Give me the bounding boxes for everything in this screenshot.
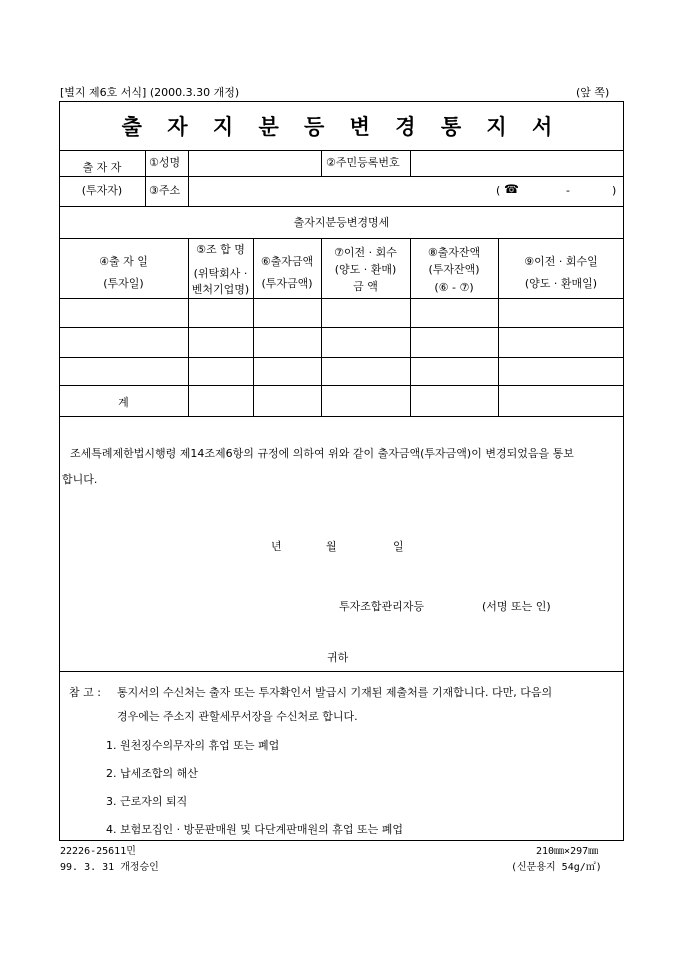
notes-item: 4. 보험모집인 · 방문판매원 및 다단계판매원의 휴업 또는 폐업: [106, 823, 403, 836]
investor-label: 출 자 자: [82, 161, 122, 174]
footer-paper-type: (신문용지 54g/㎡): [511, 862, 602, 873]
date-day-label: 일: [393, 540, 404, 553]
column-header-transfer-date: ⑨이전 · 회수일: [524, 255, 598, 268]
resident-number-label: ②주민등록번호: [326, 156, 400, 169]
column-header-balance: ⑧출자잔액: [427, 246, 481, 259]
column-header-investment-date: ④출 자 일: [99, 255, 148, 268]
form-frame: [59, 101, 624, 841]
notes-heading: 참 고 :: [69, 686, 101, 699]
table-row[interactable]: [60, 358, 623, 384]
address-label: ③주소: [149, 184, 181, 197]
phone-close-paren: ): [612, 184, 617, 197]
column-header-association-name-sub1: (위탁회사 ·: [193, 267, 248, 280]
form-title: 출 자 지 분 등 변 경 통 지 서: [121, 114, 562, 139]
column-header-transfer-amount-sub1: (양도 · 환매): [334, 263, 397, 276]
notice-text-line1: 조세특례제한법시행령 제14조제6항의 규정에 의하여 위와 같이 출자금액(투자금액)이 변경되었음을 통보: [70, 447, 574, 460]
table-row[interactable]: [60, 299, 623, 326]
signature-label: (서명 또는 인): [482, 600, 551, 613]
column-header-investment-date-sub: (투자일): [103, 277, 144, 290]
table-row[interactable]: [60, 328, 623, 356]
notes-item: 2. 납세조합의 해산: [106, 767, 198, 780]
telephone-icon: ☎: [504, 182, 519, 196]
phone-open-paren: (: [496, 184, 501, 197]
rule: [59, 671, 624, 672]
column-header-transfer-date-sub: (양도 · 환매일): [524, 277, 598, 290]
notes-text-line1: 통지서의 수신처는 출자 또는 투자확인서 발급시 기재된 제출처를 기재합니다. 다만, 다음의: [117, 686, 553, 699]
column-header-transfer-amount: ⑦이전 · 회수: [334, 246, 397, 259]
investor-label-sub: (투자자): [81, 184, 123, 197]
form-number-label: [별지 제6호 서식] (2000.3.30 개정): [60, 86, 240, 99]
address-field[interactable]: [189, 177, 489, 205]
column-header-association-name-sub2: 벤처기업명): [191, 283, 250, 296]
notes-item: 3. 근로자의 퇴직: [106, 795, 188, 808]
column-header-balance-sub2: (⑥ - ⑦): [434, 281, 474, 294]
column-header-association-name: ⑤조 합 명: [196, 243, 245, 256]
date-year-label: 년: [271, 540, 282, 553]
total-row-label: 계: [118, 396, 129, 409]
footer-form-code: 22226-25611민: [60, 846, 136, 857]
rule: [59, 416, 624, 417]
name-field[interactable]: [189, 151, 320, 175]
notes-text-line2: 경우에는 주소지 관할세무서장을 수신처로 합니다.: [117, 710, 358, 723]
page-side-label: (앞 쪽): [576, 86, 610, 99]
rule: [145, 150, 146, 206]
rule: [59, 385, 624, 386]
resident-number-field[interactable]: [411, 151, 623, 175]
column-header-balance-sub1: (투자잔액): [428, 263, 480, 276]
rule: [59, 206, 624, 207]
column-header-investment-amount-sub: (투자금액): [261, 277, 313, 290]
phone-dash: -: [566, 184, 570, 197]
date-month-label: 월: [326, 540, 337, 553]
column-header-transfer-amount-sub2: 금 액: [353, 280, 378, 293]
section-title: 출자지분등변경명세: [293, 216, 390, 229]
column-header-investment-amount: ⑥출자금액: [260, 255, 314, 268]
rule: [321, 150, 322, 176]
rule: [188, 238, 189, 416]
notes-item: 1. 원천징수의무자의 휴업 또는 폐업: [106, 739, 280, 752]
rule: [59, 238, 624, 239]
name-label: ①성명: [149, 156, 181, 169]
notice-text-line2: 합니다.: [62, 473, 98, 486]
recipient-label: 귀하: [327, 651, 349, 664]
footer-approval: 99. 3. 31 개정승인: [60, 862, 159, 873]
footer-paper-size: 210㎜×297㎜: [536, 846, 599, 857]
manager-label: 투자조합관리자등: [339, 600, 425, 613]
